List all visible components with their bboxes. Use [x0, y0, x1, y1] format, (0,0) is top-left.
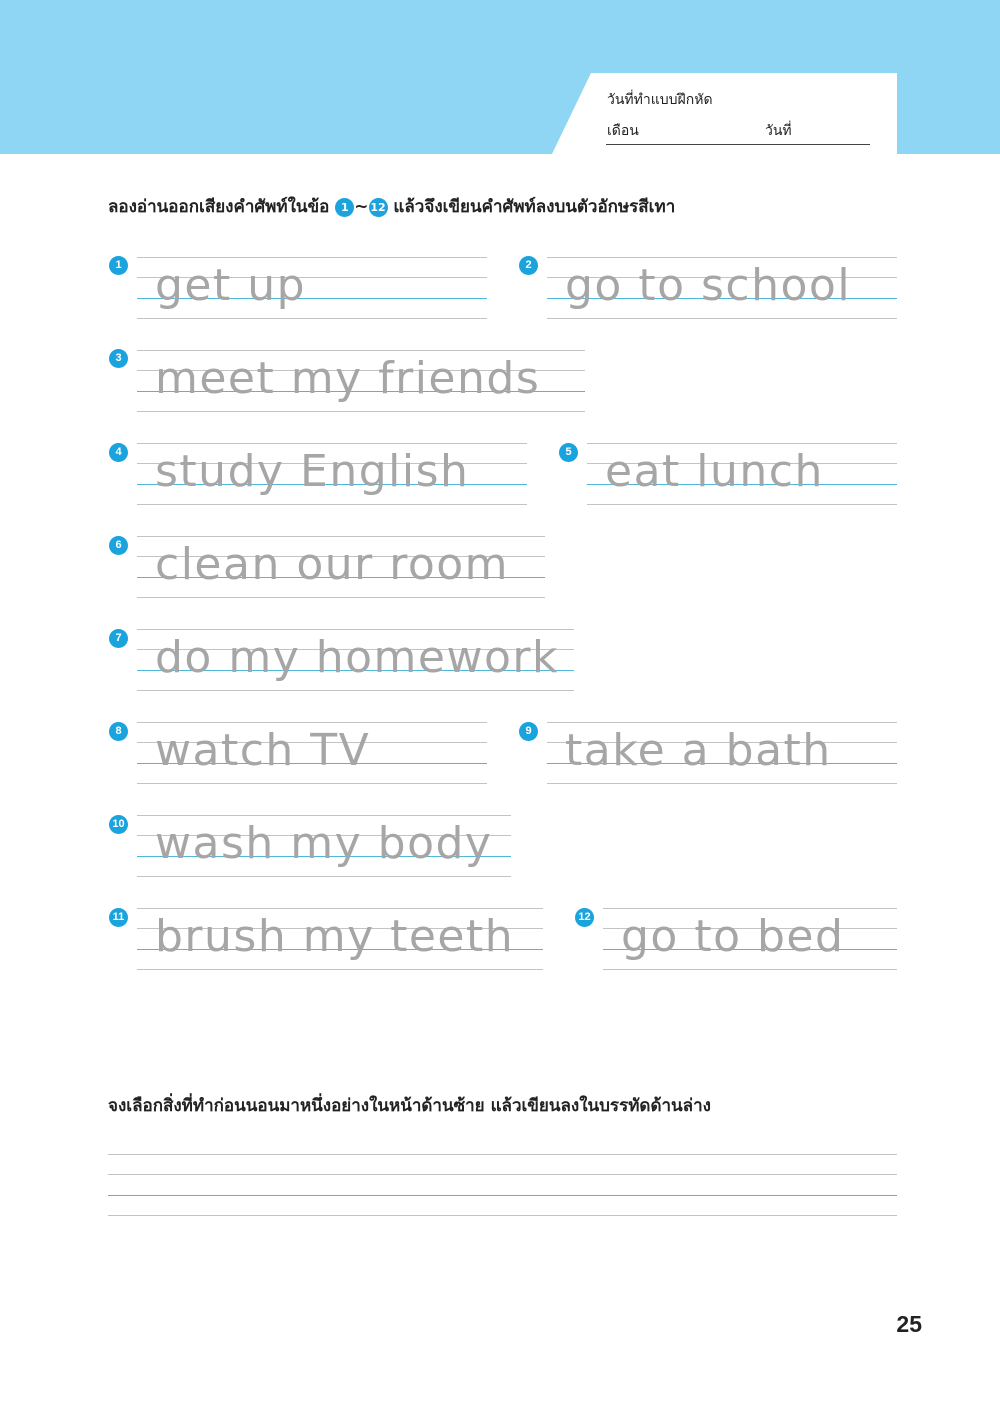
writing-line-12[interactable] [603, 908, 897, 970]
writing-line-3[interactable] [137, 350, 585, 412]
item-number-2: 2 [519, 256, 538, 275]
day-label: วันที่ [765, 123, 792, 139]
date-title: วันที่ทำแบบฝึกหัด [607, 92, 713, 108]
item-number-1: 1 [109, 256, 128, 275]
writing-line-8[interactable] [137, 722, 487, 784]
instruction-text-after: แล้วจึงเขียนคำศัพท์ลงบนตัวอักษรสีเทา [387, 197, 676, 217]
trace-word-12: go to bed [621, 911, 845, 962]
badge-end: 12 [369, 198, 388, 217]
trace-word-3: meet my friends [155, 353, 541, 404]
item-number-10: 10 [109, 815, 128, 834]
trace-word-7: do my homework [155, 632, 559, 683]
item-number-9: 9 [519, 722, 538, 741]
writing-line-5[interactable] [587, 443, 897, 505]
trace-word-4: study English [155, 446, 470, 497]
writing-line-7[interactable] [137, 629, 574, 691]
writing-line-10[interactable] [137, 815, 511, 877]
trace-word-5: eat lunch [605, 446, 824, 497]
trace-word-9: take a bath [565, 725, 832, 776]
answer-writing-line[interactable] [108, 1154, 897, 1216]
trace-word-2: go to school [565, 260, 852, 311]
writing-line-9[interactable] [547, 722, 897, 784]
instruction-choose-activity: จงเลือกสิ่งที่ทำก่อนนอนมาหนึ่งอย่างในหน้าด้านซ้าย แล้วเขียนลงในบรรทัดด้านล่าง [108, 1096, 711, 1116]
month-label: เดือน [607, 123, 639, 139]
instruction-text-before: ลองอ่านออกเสียงคำศัพท์ในข้อ [108, 197, 336, 217]
date-box [552, 73, 897, 154]
date-underline[interactable] [606, 144, 870, 145]
item-number-4: 4 [109, 443, 128, 462]
item-number-7: 7 [109, 629, 128, 648]
item-number-5: 5 [559, 443, 578, 462]
item-number-8: 8 [109, 722, 128, 741]
instruction-tilde: ~ [354, 197, 369, 217]
item-number-3: 3 [109, 349, 128, 368]
writing-line-11[interactable] [137, 908, 543, 970]
trace-word-10: wash my body [155, 818, 493, 869]
writing-line-6[interactable] [137, 536, 545, 598]
writing-line-1[interactable] [137, 257, 487, 319]
instruction-read-aloud [108, 193, 675, 220]
trace-word-11: brush my teeth [155, 911, 515, 962]
item-number-11: 11 [109, 908, 128, 927]
trace-word-6: clean our room [155, 539, 510, 590]
writing-line-4[interactable] [137, 443, 527, 505]
badge-start: 1 [335, 198, 354, 217]
writing-line-2[interactable] [547, 257, 897, 319]
item-number-12: 12 [575, 908, 594, 927]
item-number-6: 6 [109, 536, 128, 555]
trace-word-8: watch TV [155, 725, 371, 776]
page-number: 25 [896, 1311, 922, 1337]
trace-word-1: get up [155, 260, 307, 311]
